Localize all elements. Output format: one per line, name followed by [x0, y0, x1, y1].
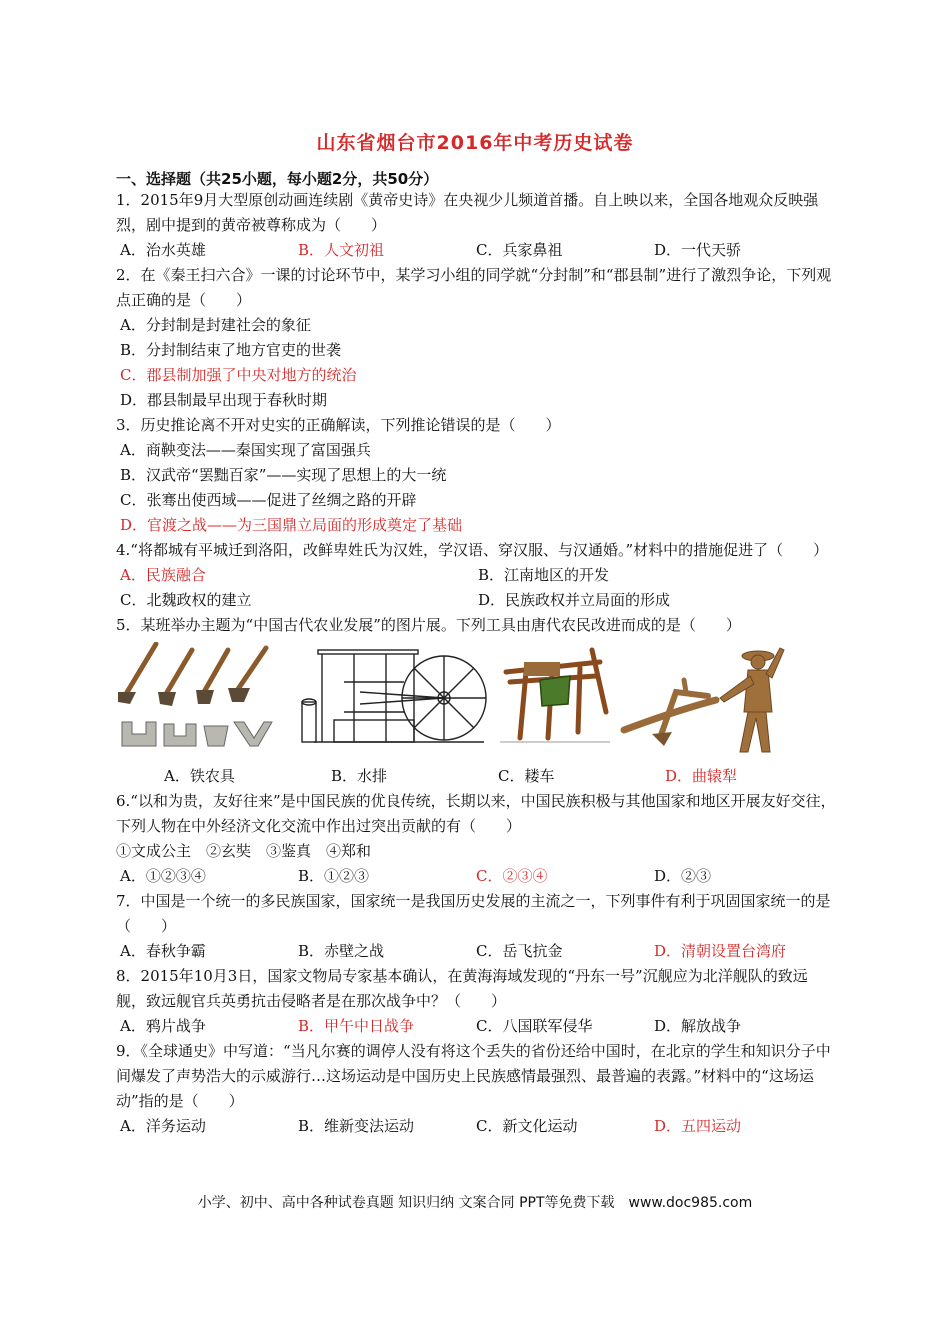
option: B．江南地区的开发 — [478, 566, 610, 584]
page-footer[interactable]: 小学、初中、高中各种试卷真题 知识归纳 文案合同 PPT等免费下载 www.doc985.com — [197, 1195, 753, 1211]
page-title: 山东省烟台市2016年中考历史试卷 — [316, 132, 634, 154]
option-row — [116, 1114, 836, 1139]
option-row — [116, 1014, 836, 1039]
option: D．②③ — [654, 867, 712, 885]
option-row — [116, 563, 836, 588]
option-row — [116, 939, 836, 964]
option: B．赤壁之战 — [298, 942, 385, 960]
answer-option: C．②③④ — [476, 867, 548, 885]
iron-farm-tools-icon — [116, 642, 276, 754]
option: A．铁农具 — [164, 767, 235, 785]
question-stem: 1．2015年9月大型原创动画连续剧《黄帝史诗》在央视少儿频道首播。自上映以来，全国各地观众反映强烈，剧中提到的黄帝被尊称成为（ ） — [116, 191, 819, 234]
option: A．治水英雄 — [120, 241, 206, 259]
option-row — [116, 588, 836, 613]
answer-option: D．五四运动 — [654, 1117, 742, 1135]
option: D．民族政权并立局面的形成 — [478, 591, 671, 609]
tool-images — [116, 642, 836, 760]
option: C．八国联军侵华 — [476, 1017, 593, 1035]
option: B．水排 — [331, 767, 388, 785]
answer-option: A．民族融合 — [120, 566, 206, 584]
question-list — [116, 188, 836, 1139]
option: D．解放战争 — [654, 1017, 742, 1035]
question-stem: 3．历史推论离不开对史实的正确解读，下列推论错误的是（ ） — [116, 416, 561, 434]
option: A．商鞅变法——秦国实现了富国强兵 — [120, 441, 371, 459]
question-items: ①文成公主 ②玄奘 ③鉴真 ④郑和 — [116, 842, 372, 860]
option: C．岳飞抗金 — [476, 942, 563, 960]
option: B．维新变法运动 — [298, 1117, 415, 1135]
question-stem: 9．《全球通史》中写道：“当凡尔赛的调停人没有将这个丢失的省份还给中国时，在北京的学生和知识分子中间爆发了声势浩大的示威游行…这场运动是中国历史上民族感情最强烈、最普遍的表露。”材料中的“这场运动”指的是（ ） — [116, 1042, 831, 1110]
option: C．北魏政权的建立 — [120, 591, 252, 609]
option: A．春秋争霸 — [120, 942, 206, 960]
option-row — [116, 764, 836, 789]
option: D．一代天骄 — [654, 241, 742, 259]
option: B．汉武帝“罢黜百家”——实现了思想上的大一统 — [120, 466, 447, 484]
answer-option: D．曲辕犁 — [665, 767, 738, 785]
option: C．兵家鼻祖 — [476, 241, 563, 259]
question-stem: 8．2015年10月3日，国家文物局专家基本确认，在黄海海域发现的“丹东一号”沉舰应为北洋舰队的致远舰，致远舰官兵英勇抗击侵略者是在那次战争中？（ ） — [116, 967, 808, 1010]
option: A．分封制是封建社会的象征 — [120, 316, 311, 334]
option: D．郡县制最早出现于春秋时期 — [120, 391, 328, 409]
option: C．张骞出使西域——促进了丝绸之路的开辟 — [120, 491, 417, 509]
option: A．鸦片战争 — [120, 1017, 206, 1035]
answer-option: D．清朝设置台湾府 — [654, 942, 787, 960]
option: C．新文化运动 — [476, 1117, 578, 1135]
option: A．洋务运动 — [120, 1117, 206, 1135]
question-stem: 7．中国是一个统一的多民族国家，国家统一是我国历史发展的主流之一，下列事件有利于巩固国家统一的是（ ） — [116, 892, 831, 935]
answer-option: B．甲午中日战争 — [298, 1017, 415, 1035]
option: B．①②③ — [298, 867, 370, 885]
option: A．①②③④ — [120, 867, 206, 885]
question-stem: 4.“将都城有平城迁到洛阳，改鲜卑姓氏为汉姓，学汉语、穿汉服、与汉通婚。”材料中的措施促进了（ ） — [116, 541, 829, 559]
question-stem: 6.“以和为贵，友好往来”是中国民族的优良传统，长期以来，中国民族积极与其他国家和地区开展友好交往，下列人物在中外经济文化交流中作出过突出贡献的有（ ） — [116, 792, 836, 835]
answer-option: B．人文初祖 — [298, 241, 385, 259]
option: B．分封制结束了地方官吏的世袭 — [120, 341, 342, 359]
curved-plough-icon — [616, 642, 786, 758]
section-heading: 一、选择题（共25小题，每小题2分，共50分） — [116, 170, 439, 188]
answer-option: D．官渡之战——为三国鼎立局面的形成奠定了基础 — [120, 516, 463, 534]
question-stem: 2．在《秦王扫六合》一课的讨论环节中，某学习小组的同学就“分封制”和“郡县制”进行了激烈争论，下列观点正确的是（ ） — [116, 266, 832, 309]
question-stem: 5．某班举办主题为“中国古代农业发展”的图片展。下列工具由唐代农民改进而成的是（ ） — [116, 616, 741, 634]
option: C．耧车 — [498, 767, 555, 785]
seed-drill-icon — [496, 642, 614, 754]
option-row — [116, 864, 836, 889]
answer-option: C．郡县制加强了中央对地方的统治 — [120, 366, 357, 384]
option-row — [116, 238, 836, 263]
water-bellows-machine-icon — [294, 642, 494, 754]
